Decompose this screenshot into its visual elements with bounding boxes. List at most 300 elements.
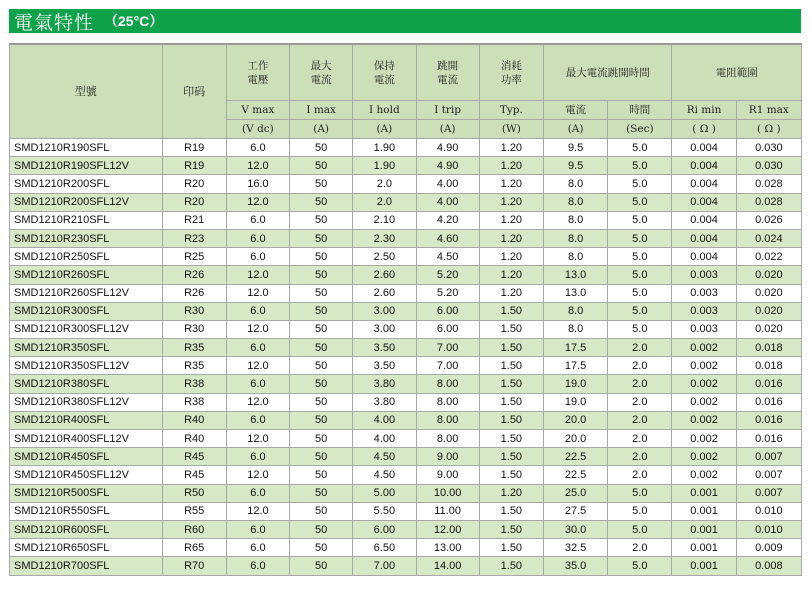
col-header-power [479, 44, 543, 101]
cell-trip-time: 5.0 [608, 484, 672, 502]
cell-i-trip: 4.20 [416, 211, 479, 229]
table-row [10, 266, 802, 284]
cell-ri-min: 0.001 [672, 520, 736, 538]
table-row [10, 411, 802, 429]
cell-i-trip: 6.00 [416, 320, 479, 338]
cell-model: SMD1210R650SFL [10, 539, 163, 557]
cell-i-trip: 13.00 [416, 539, 479, 557]
header-line: 功率 [500, 73, 522, 86]
cell-power: 1.20 [479, 157, 543, 175]
table-row [10, 339, 802, 357]
cell-r1-max: 0.016 [736, 375, 801, 393]
cell-r1-max: 0.018 [736, 339, 801, 357]
header-row-1 [10, 44, 802, 101]
cell-v-max: 12.0 [226, 502, 289, 520]
col-header-model: 型號 [10, 44, 163, 139]
cell-r1-max: 0.009 [736, 539, 801, 557]
cell-i-max: 50 [290, 557, 353, 575]
cell-i-trip: 9.00 [416, 466, 479, 484]
cell-ri-min: 0.004 [672, 139, 736, 157]
cell-model: SMD1210R380SFL12V [10, 393, 163, 411]
table-row [10, 484, 802, 502]
header-line: 電流 [310, 73, 332, 86]
cell-i-hold: 7.00 [353, 557, 416, 575]
cell-r1-max: 0.007 [736, 448, 801, 466]
cell-ri-min: 0.002 [672, 375, 736, 393]
cell-trip-time: 2.0 [608, 393, 672, 411]
cell-ri-min: 0.001 [672, 539, 736, 557]
table-row [10, 211, 802, 229]
cell-trip-time: 5.0 [608, 502, 672, 520]
cell-power: 1.50 [479, 466, 543, 484]
cell-model: SMD1210R400SFL12V [10, 430, 163, 448]
cell-v-max: 12.0 [226, 357, 289, 375]
cell-power: 1.50 [479, 502, 543, 520]
cell-model: SMD1210R300SFL12V [10, 320, 163, 338]
cell-power: 1.20 [479, 175, 543, 193]
cell-marking: R38 [162, 393, 226, 411]
cell-i-max: 50 [290, 266, 353, 284]
cell-i-max: 50 [290, 448, 353, 466]
cell-r1-max: 0.010 [736, 520, 801, 538]
cell-trip-current: 30.0 [543, 520, 607, 538]
cell-model: SMD1210R190SFL [10, 139, 163, 157]
cell-v-max: 12.0 [226, 393, 289, 411]
table-row [10, 357, 802, 375]
cell-ri-min: 0.004 [672, 157, 736, 175]
table-body [10, 139, 802, 576]
col-header-max-trip-time: 最大電流跳開時間 [543, 44, 671, 101]
cell-ri-min: 0.003 [672, 284, 736, 302]
cell-ri-min: 0.002 [672, 448, 736, 466]
cell-model: SMD1210R200SFL12V [10, 193, 163, 211]
cell-i-trip: 6.00 [416, 302, 479, 320]
cell-i-hold: 5.50 [353, 502, 416, 520]
cell-trip-time: 5.0 [608, 139, 672, 157]
unit-label: (A) [416, 120, 479, 139]
cell-r1-max: 0.030 [736, 139, 801, 157]
cell-model: SMD1210R350SFL12V [10, 357, 163, 375]
cell-i-max: 50 [290, 502, 353, 520]
cell-r1-max: 0.022 [736, 248, 801, 266]
cell-v-max: 6.0 [226, 139, 289, 157]
cell-trip-time: 2.0 [608, 411, 672, 429]
cell-trip-current: 8.0 [543, 175, 607, 193]
cell-v-max: 6.0 [226, 375, 289, 393]
cell-ri-min: 0.002 [672, 393, 736, 411]
cell-marking: R26 [162, 266, 226, 284]
cell-trip-time: 5.0 [608, 557, 672, 575]
table-row [10, 193, 802, 211]
table-row [10, 557, 802, 575]
unit-label: (A) [290, 120, 353, 139]
cell-r1-max: 0.028 [736, 175, 801, 193]
cell-marking: R19 [162, 139, 226, 157]
table-row [10, 302, 802, 320]
unit-label: (Sec) [608, 120, 672, 139]
cell-v-max: 12.0 [226, 466, 289, 484]
cell-model: SMD1210R500SFL [10, 484, 163, 502]
cell-trip-current: 35.0 [543, 557, 607, 575]
cell-model: SMD1210R450SFL [10, 448, 163, 466]
cell-trip-current: 19.0 [543, 393, 607, 411]
cell-i-trip: 4.00 [416, 175, 479, 193]
cell-i-trip: 8.00 [416, 411, 479, 429]
header-line: 電流 [373, 73, 395, 86]
cell-i-hold: 2.0 [353, 175, 416, 193]
cell-power: 1.20 [479, 284, 543, 302]
unit-label: Typ. [479, 101, 543, 120]
cell-i-max: 50 [290, 484, 353, 502]
table-row [10, 375, 802, 393]
cell-ri-min: 0.004 [672, 211, 736, 229]
cell-i-max: 50 [290, 193, 353, 211]
header-line: 跳開 [437, 59, 459, 72]
cell-power: 1.50 [479, 411, 543, 429]
cell-marking: R20 [162, 193, 226, 211]
cell-ri-min: 0.001 [672, 502, 736, 520]
cell-power: 1.50 [479, 430, 543, 448]
header-line: 電壓 [247, 73, 269, 86]
table-row [10, 229, 802, 247]
cell-trip-time: 2.0 [608, 430, 672, 448]
cell-v-max: 6.0 [226, 520, 289, 538]
cell-ri-min: 0.002 [672, 430, 736, 448]
cell-trip-current: 17.5 [543, 357, 607, 375]
unit-label: I trip [416, 101, 479, 120]
cell-v-max: 6.0 [226, 339, 289, 357]
cell-trip-current: 22.5 [543, 448, 607, 466]
col-header-hold-current [353, 44, 416, 101]
cell-power: 1.20 [479, 248, 543, 266]
unit-label: Ri min [672, 101, 736, 120]
cell-power: 1.50 [479, 393, 543, 411]
cell-power: 1.50 [479, 302, 543, 320]
cell-trip-current: 25.0 [543, 484, 607, 502]
cell-i-max: 50 [290, 520, 353, 538]
cell-i-max: 50 [290, 157, 353, 175]
cell-i-hold: 4.00 [353, 411, 416, 429]
cell-trip-time: 5.0 [608, 266, 672, 284]
cell-i-hold: 3.50 [353, 357, 416, 375]
cell-r1-max: 0.016 [736, 393, 801, 411]
cell-v-max: 16.0 [226, 175, 289, 193]
cell-ri-min: 0.002 [672, 466, 736, 484]
col-header-voltage [226, 44, 289, 101]
table-row [10, 139, 802, 157]
cell-trip-current: 9.5 [543, 139, 607, 157]
cell-i-hold: 1.90 [353, 139, 416, 157]
cell-trip-current: 20.0 [543, 430, 607, 448]
cell-i-hold: 4.50 [353, 466, 416, 484]
unit-label: (A) [543, 120, 607, 139]
cell-marking: R40 [162, 430, 226, 448]
cell-ri-min: 0.001 [672, 557, 736, 575]
cell-power: 1.20 [479, 229, 543, 247]
cell-ri-min: 0.003 [672, 266, 736, 284]
electrical-characteristics-table [9, 43, 802, 576]
cell-r1-max: 0.020 [736, 302, 801, 320]
cell-i-trip: 7.00 [416, 357, 479, 375]
cell-marking: R23 [162, 229, 226, 247]
table-row [10, 448, 802, 466]
header-line: 電流 [437, 73, 459, 86]
cell-r1-max: 0.007 [736, 466, 801, 484]
cell-i-max: 50 [290, 411, 353, 429]
cell-i-trip: 8.00 [416, 430, 479, 448]
cell-model: SMD1210R230SFL [10, 229, 163, 247]
cell-r1-max: 0.016 [736, 411, 801, 429]
cell-i-max: 50 [290, 302, 353, 320]
cell-trip-time: 5.0 [608, 211, 672, 229]
cell-ri-min: 0.002 [672, 339, 736, 357]
cell-i-max: 50 [290, 284, 353, 302]
cell-ri-min: 0.004 [672, 175, 736, 193]
cell-v-max: 12.0 [226, 284, 289, 302]
cell-i-max: 50 [290, 375, 353, 393]
unit-label: I max [290, 101, 353, 120]
cell-trip-current: 13.0 [543, 266, 607, 284]
cell-trip-time: 5.0 [608, 157, 672, 175]
cell-marking: R38 [162, 375, 226, 393]
cell-v-max: 6.0 [226, 411, 289, 429]
cell-i-trip: 8.00 [416, 375, 479, 393]
cell-model: SMD1210R260SFL [10, 266, 163, 284]
cell-trip-current: 13.0 [543, 284, 607, 302]
cell-i-hold: 2.0 [353, 193, 416, 211]
cell-i-trip: 4.90 [416, 139, 479, 157]
cell-trip-time: 2.0 [608, 448, 672, 466]
section-title-bar [9, 9, 801, 33]
header-line: 工作 [247, 59, 269, 72]
table-row [10, 248, 802, 266]
cell-power: 1.20 [479, 266, 543, 284]
cell-r1-max: 0.028 [736, 193, 801, 211]
temperature-note: （25°C） [104, 13, 164, 29]
cell-i-max: 50 [290, 248, 353, 266]
cell-trip-current: 8.0 [543, 302, 607, 320]
cell-v-max: 12.0 [226, 320, 289, 338]
cell-r1-max: 0.024 [736, 229, 801, 247]
cell-i-trip: 4.60 [416, 229, 479, 247]
cell-i-max: 50 [290, 393, 353, 411]
cell-r1-max: 0.016 [736, 430, 801, 448]
cell-trip-time: 5.0 [608, 175, 672, 193]
cell-ri-min: 0.003 [672, 320, 736, 338]
cell-trip-time: 5.0 [608, 520, 672, 538]
cell-r1-max: 0.020 [736, 320, 801, 338]
table-row [10, 466, 802, 484]
cell-marking: R21 [162, 211, 226, 229]
cell-trip-current: 27.5 [543, 502, 607, 520]
cell-i-trip: 5.20 [416, 266, 479, 284]
cell-model: SMD1210R200SFL [10, 175, 163, 193]
cell-ri-min: 0.004 [672, 248, 736, 266]
cell-trip-time: 5.0 [608, 302, 672, 320]
cell-power: 1.50 [479, 520, 543, 538]
cell-marking: R26 [162, 284, 226, 302]
cell-i-max: 50 [290, 229, 353, 247]
table-row [10, 502, 802, 520]
unit-label: ( Ω ) [736, 120, 801, 139]
cell-v-max: 6.0 [226, 302, 289, 320]
cell-v-max: 12.0 [226, 266, 289, 284]
cell-power: 1.50 [479, 339, 543, 357]
cell-model: SMD1210R250SFL [10, 248, 163, 266]
cell-trip-current: 8.0 [543, 193, 607, 211]
cell-marking: R35 [162, 339, 226, 357]
cell-trip-current: 17.5 [543, 339, 607, 357]
cell-model: SMD1210R400SFL [10, 411, 163, 429]
cell-r1-max: 0.030 [736, 157, 801, 175]
cell-trip-time: 5.0 [608, 229, 672, 247]
header-line: 消耗 [500, 59, 522, 72]
cell-i-max: 50 [290, 320, 353, 338]
cell-r1-max: 0.010 [736, 502, 801, 520]
cell-model: SMD1210R260SFL12V [10, 284, 163, 302]
cell-trip-time: 5.0 [608, 193, 672, 211]
cell-i-trip: 10.00 [416, 484, 479, 502]
cell-i-max: 50 [290, 139, 353, 157]
cell-trip-current: 19.0 [543, 375, 607, 393]
cell-trip-time: 5.0 [608, 320, 672, 338]
table-row [10, 430, 802, 448]
cell-i-hold: 3.80 [353, 375, 416, 393]
cell-i-trip: 4.50 [416, 248, 479, 266]
cell-v-max: 6.0 [226, 539, 289, 557]
table-row [10, 175, 802, 193]
cell-i-max: 50 [290, 430, 353, 448]
cell-trip-current: 8.0 [543, 211, 607, 229]
cell-trip-current: 8.0 [543, 229, 607, 247]
cell-v-max: 12.0 [226, 430, 289, 448]
header-line: 最大 [310, 59, 332, 72]
cell-marking: R45 [162, 466, 226, 484]
cell-i-max: 50 [290, 175, 353, 193]
cell-ri-min: 0.002 [672, 357, 736, 375]
cell-v-max: 6.0 [226, 229, 289, 247]
unit-label: (V dc) [226, 120, 289, 139]
cell-model: SMD1210R380SFL [10, 375, 163, 393]
cell-ri-min: 0.002 [672, 411, 736, 429]
cell-trip-current: 8.0 [543, 320, 607, 338]
cell-marking: R60 [162, 520, 226, 538]
cell-r1-max: 0.018 [736, 357, 801, 375]
cell-marking: R70 [162, 557, 226, 575]
cell-i-hold: 2.30 [353, 229, 416, 247]
cell-i-hold: 4.50 [353, 448, 416, 466]
col-header-resistance: 電阻範圍 [672, 44, 802, 101]
cell-v-max: 6.0 [226, 484, 289, 502]
cell-i-hold: 3.80 [353, 393, 416, 411]
cell-i-trip: 11.00 [416, 502, 479, 520]
cell-model: SMD1210R550SFL [10, 502, 163, 520]
cell-trip-current: 32.5 [543, 539, 607, 557]
cell-ri-min: 0.003 [672, 302, 736, 320]
cell-model: SMD1210R210SFL [10, 211, 163, 229]
cell-model: SMD1210R350SFL [10, 339, 163, 357]
unit-label: ( Ω ) [672, 120, 736, 139]
cell-ri-min: 0.004 [672, 193, 736, 211]
cell-i-hold: 1.90 [353, 157, 416, 175]
cell-i-trip: 4.00 [416, 193, 479, 211]
table-row [10, 284, 802, 302]
cell-i-hold: 3.50 [353, 339, 416, 357]
cell-marking: R65 [162, 539, 226, 557]
cell-trip-time: 5.0 [608, 284, 672, 302]
cell-i-hold: 2.50 [353, 248, 416, 266]
cell-power: 1.20 [479, 193, 543, 211]
cell-power: 1.20 [479, 484, 543, 502]
cell-power: 1.20 [479, 139, 543, 157]
table-row [10, 393, 802, 411]
cell-i-hold: 2.60 [353, 266, 416, 284]
cell-model: SMD1210R190SFL12V [10, 157, 163, 175]
cell-ri-min: 0.004 [672, 229, 736, 247]
cell-i-trip: 14.00 [416, 557, 479, 575]
unit-label: V max [226, 101, 289, 120]
cell-trip-current: 9.5 [543, 157, 607, 175]
cell-i-trip: 12.00 [416, 520, 479, 538]
col-header-trip-current [416, 44, 479, 101]
cell-marking: R35 [162, 357, 226, 375]
table-row [10, 539, 802, 557]
cell-trip-current: 8.0 [543, 248, 607, 266]
unit-label: 時間 [608, 101, 672, 120]
cell-i-trip: 7.00 [416, 339, 479, 357]
cell-trip-time: 2.0 [608, 339, 672, 357]
cell-marking: R30 [162, 320, 226, 338]
cell-power: 1.50 [479, 448, 543, 466]
cell-i-hold: 6.00 [353, 520, 416, 538]
cell-i-max: 50 [290, 339, 353, 357]
cell-v-max: 12.0 [226, 157, 289, 175]
cell-model: SMD1210R450SFL12V [10, 466, 163, 484]
cell-marking: R40 [162, 411, 226, 429]
cell-v-max: 6.0 [226, 248, 289, 266]
cell-trip-time: 2.0 [608, 357, 672, 375]
cell-i-max: 50 [290, 357, 353, 375]
cell-v-max: 12.0 [226, 193, 289, 211]
cell-trip-time: 5.0 [608, 248, 672, 266]
cell-marking: R55 [162, 502, 226, 520]
cell-power: 1.50 [479, 320, 543, 338]
col-header-marking: 印码 [162, 44, 226, 139]
table-row [10, 157, 802, 175]
cell-i-max: 50 [290, 466, 353, 484]
cell-trip-time: 2.0 [608, 375, 672, 393]
cell-i-hold: 2.60 [353, 284, 416, 302]
table-row [10, 520, 802, 538]
cell-i-hold: 3.00 [353, 302, 416, 320]
cell-i-trip: 5.20 [416, 284, 479, 302]
cell-marking: R30 [162, 302, 226, 320]
cell-marking: R50 [162, 484, 226, 502]
cell-i-hold: 2.10 [353, 211, 416, 229]
unit-label: (W) [479, 120, 543, 139]
cell-r1-max: 0.008 [736, 557, 801, 575]
cell-v-max: 6.0 [226, 211, 289, 229]
cell-r1-max: 0.020 [736, 266, 801, 284]
cell-power: 1.50 [479, 539, 543, 557]
cell-model: SMD1210R700SFL [10, 557, 163, 575]
cell-marking: R19 [162, 157, 226, 175]
cell-marking: R25 [162, 248, 226, 266]
cell-model: SMD1210R300SFL [10, 302, 163, 320]
cell-v-max: 6.0 [226, 557, 289, 575]
cell-r1-max: 0.020 [736, 284, 801, 302]
unit-label: I hold [353, 101, 416, 120]
